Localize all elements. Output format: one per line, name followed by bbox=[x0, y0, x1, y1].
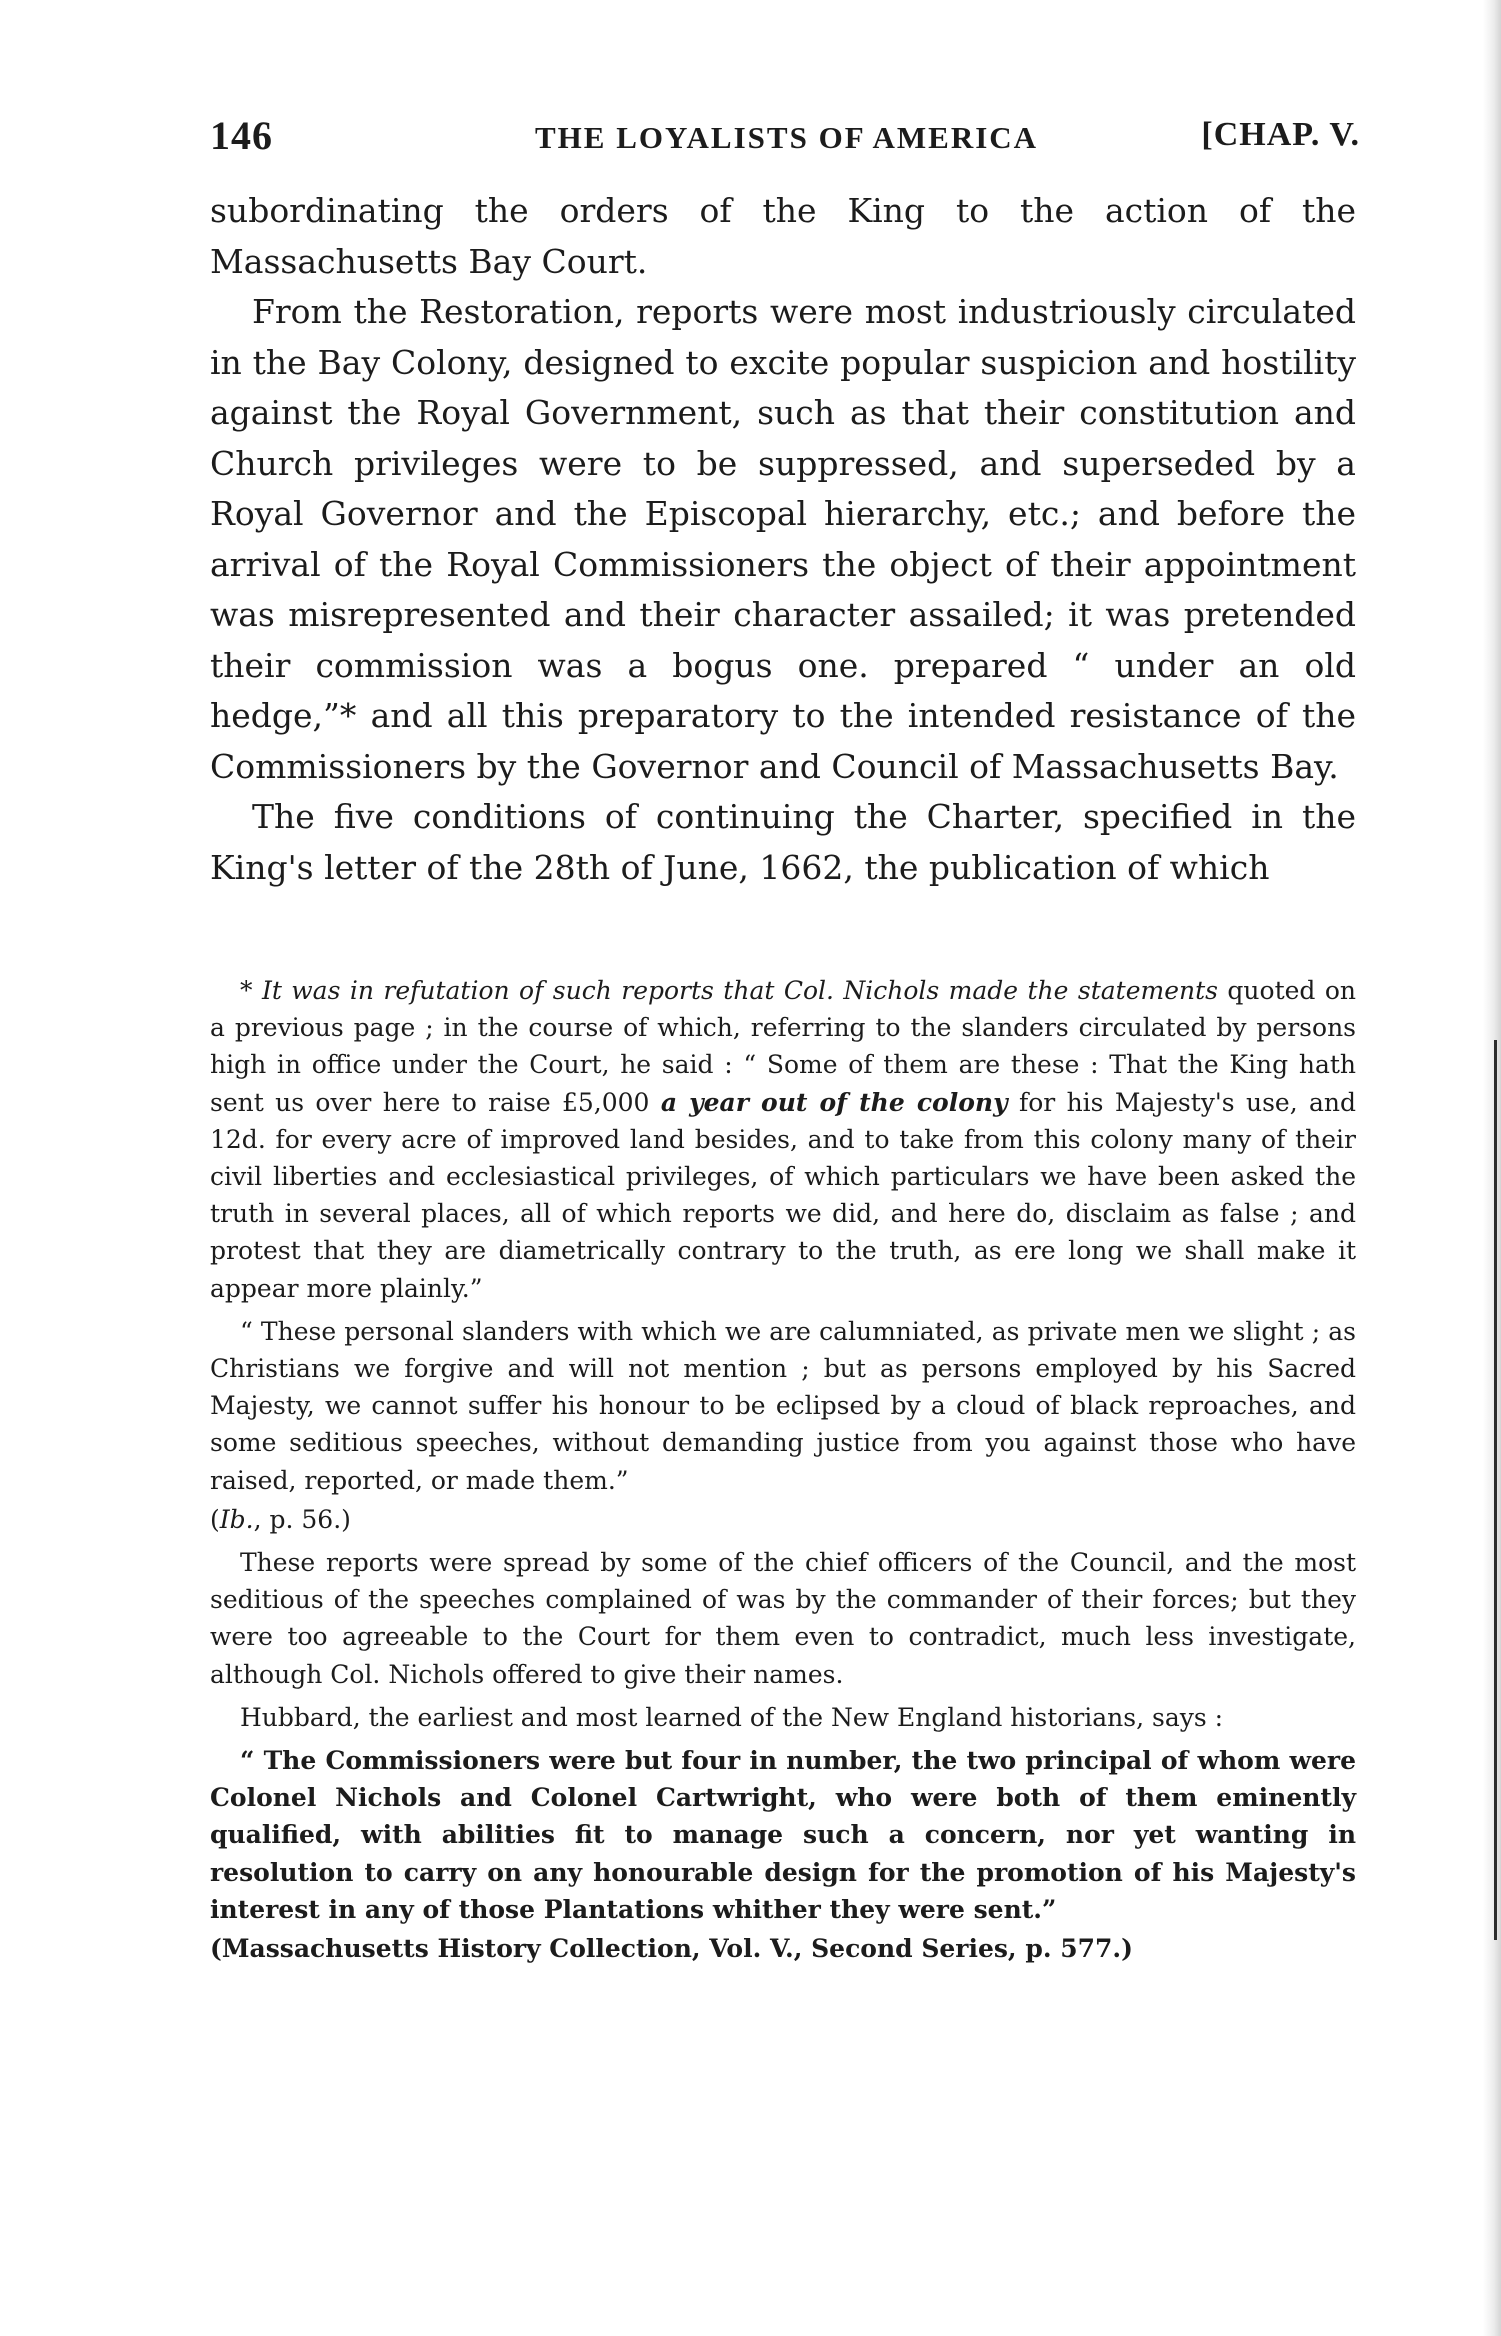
footnote-1-italic-phrase: a year out of the colony bbox=[660, 1087, 1008, 1117]
page-number: 146 bbox=[210, 113, 273, 158]
paragraph-restoration-reports: From the Restoration, reports were most industriously circulated in the Bay Colony, designed to excite popular suspicion and hostility against the Royal Government, such as that their constitution and Church privileges were to be suppressed, and superseded by a Royal Governor and the Episcopal hierarchy, etc.; and before the arrival of the Royal Commissioners the object of their appointment was misrepresented and their character assailed; it was pretended their commission was a bogus one. prepared “ under an old hedge,”* and all this preparatory to the intended resistance of the Commissioners by the Governor and Council of Massachusetts Bay. bbox=[210, 292, 1356, 786]
running-title: THE LOYALISTS OF AMERICA bbox=[535, 120, 1039, 155]
citation-open-paren: ( bbox=[210, 1504, 220, 1534]
page-header bbox=[210, 112, 1360, 162]
paragraph-charter-conditions: The five conditions of continuing the Charter, specified in the King's letter of the 28th of June, 1662, the publication of which bbox=[210, 797, 1356, 887]
footnote-2 bbox=[210, 1313, 1356, 1499]
footnote-1 bbox=[210, 972, 1356, 1307]
main-text bbox=[210, 186, 1356, 893]
page-binding-line bbox=[1494, 1040, 1497, 1940]
footnote-1-text-a: quoted on a previous page ; in the course of which, referring to the slanders circulated by persons high in office under the Court, he said : “ Some of them are these : That the King hath sent us over here to raise £5,000 bbox=[210, 976, 1357, 1117]
paragraph-continuation: subordinating the orders of the King to the action of the Massachusetts Bay Court. bbox=[210, 191, 1356, 281]
footnote-3: These reports were spread by some of the chief officers of the Council, and the most seditious of the speeches complained of was by the commander of their forces; but they were too agreeable to the Court for them even to contradict, much less investigate, although Col. Nichols offered to give their names. bbox=[210, 1548, 1356, 1689]
footnote-5-citation: (Massachusetts History Collection, Vol. V., Second Series, p. 577.) bbox=[210, 1934, 1133, 1964]
footnote-5-quote: “ The Commissioners were but four in number, the two principal of whom were Colonel Nichols and Colonel Cartwright, who were both of them eminently qualified, with abilities fit to manage such a concern, nor yet wanting in resolution to carry on any honourable design for the promotion of his Majesty's interest in any of those Plantations whither they were sent.” bbox=[210, 1746, 1356, 1924]
chapter-reference: [CHAP. V. bbox=[1201, 116, 1360, 153]
footnote-4: Hubbard, the earliest and most learned of the New England historians, says : bbox=[240, 1702, 1224, 1732]
footnote-2-citation bbox=[210, 1501, 1356, 1538]
footnote-1-italic-lead: It was in refutation of such reports that Col. Nichols made the statements bbox=[261, 976, 1218, 1005]
citation-ibid: Ib. bbox=[219, 1504, 254, 1534]
footnote-marker: * bbox=[240, 976, 253, 1005]
footnotes-section bbox=[210, 972, 1356, 1967]
page-edge-shadow bbox=[1483, 0, 1501, 2336]
footnote-2-text: “ These personal slanders with which we are calumniated, as private men we slight ; as Christians we forgive and will not mention ; but as persons employed by his Sacred Majesty, we cannot suffer his honour to be eclipsed by a cloud of black reproaches, and some seditious speeches, without demanding justice from you against those who have raised, reported, or made them.” bbox=[210, 1316, 1356, 1495]
footnote-1-text-b: for his Majesty's use, and 12d. for every acre of improved land besides, and to take from this colony many of their civil liberties and ecclesiastical privileges, of which particulars we have been asked the truth in several places, all of which reports we did, and here do, disclaim as false ; and protest that they are diametrically contrary to the truth, as ere long we shall make it appear more plainly.” bbox=[210, 1087, 1357, 1303]
citation-page: , p. 56.) bbox=[253, 1504, 351, 1534]
